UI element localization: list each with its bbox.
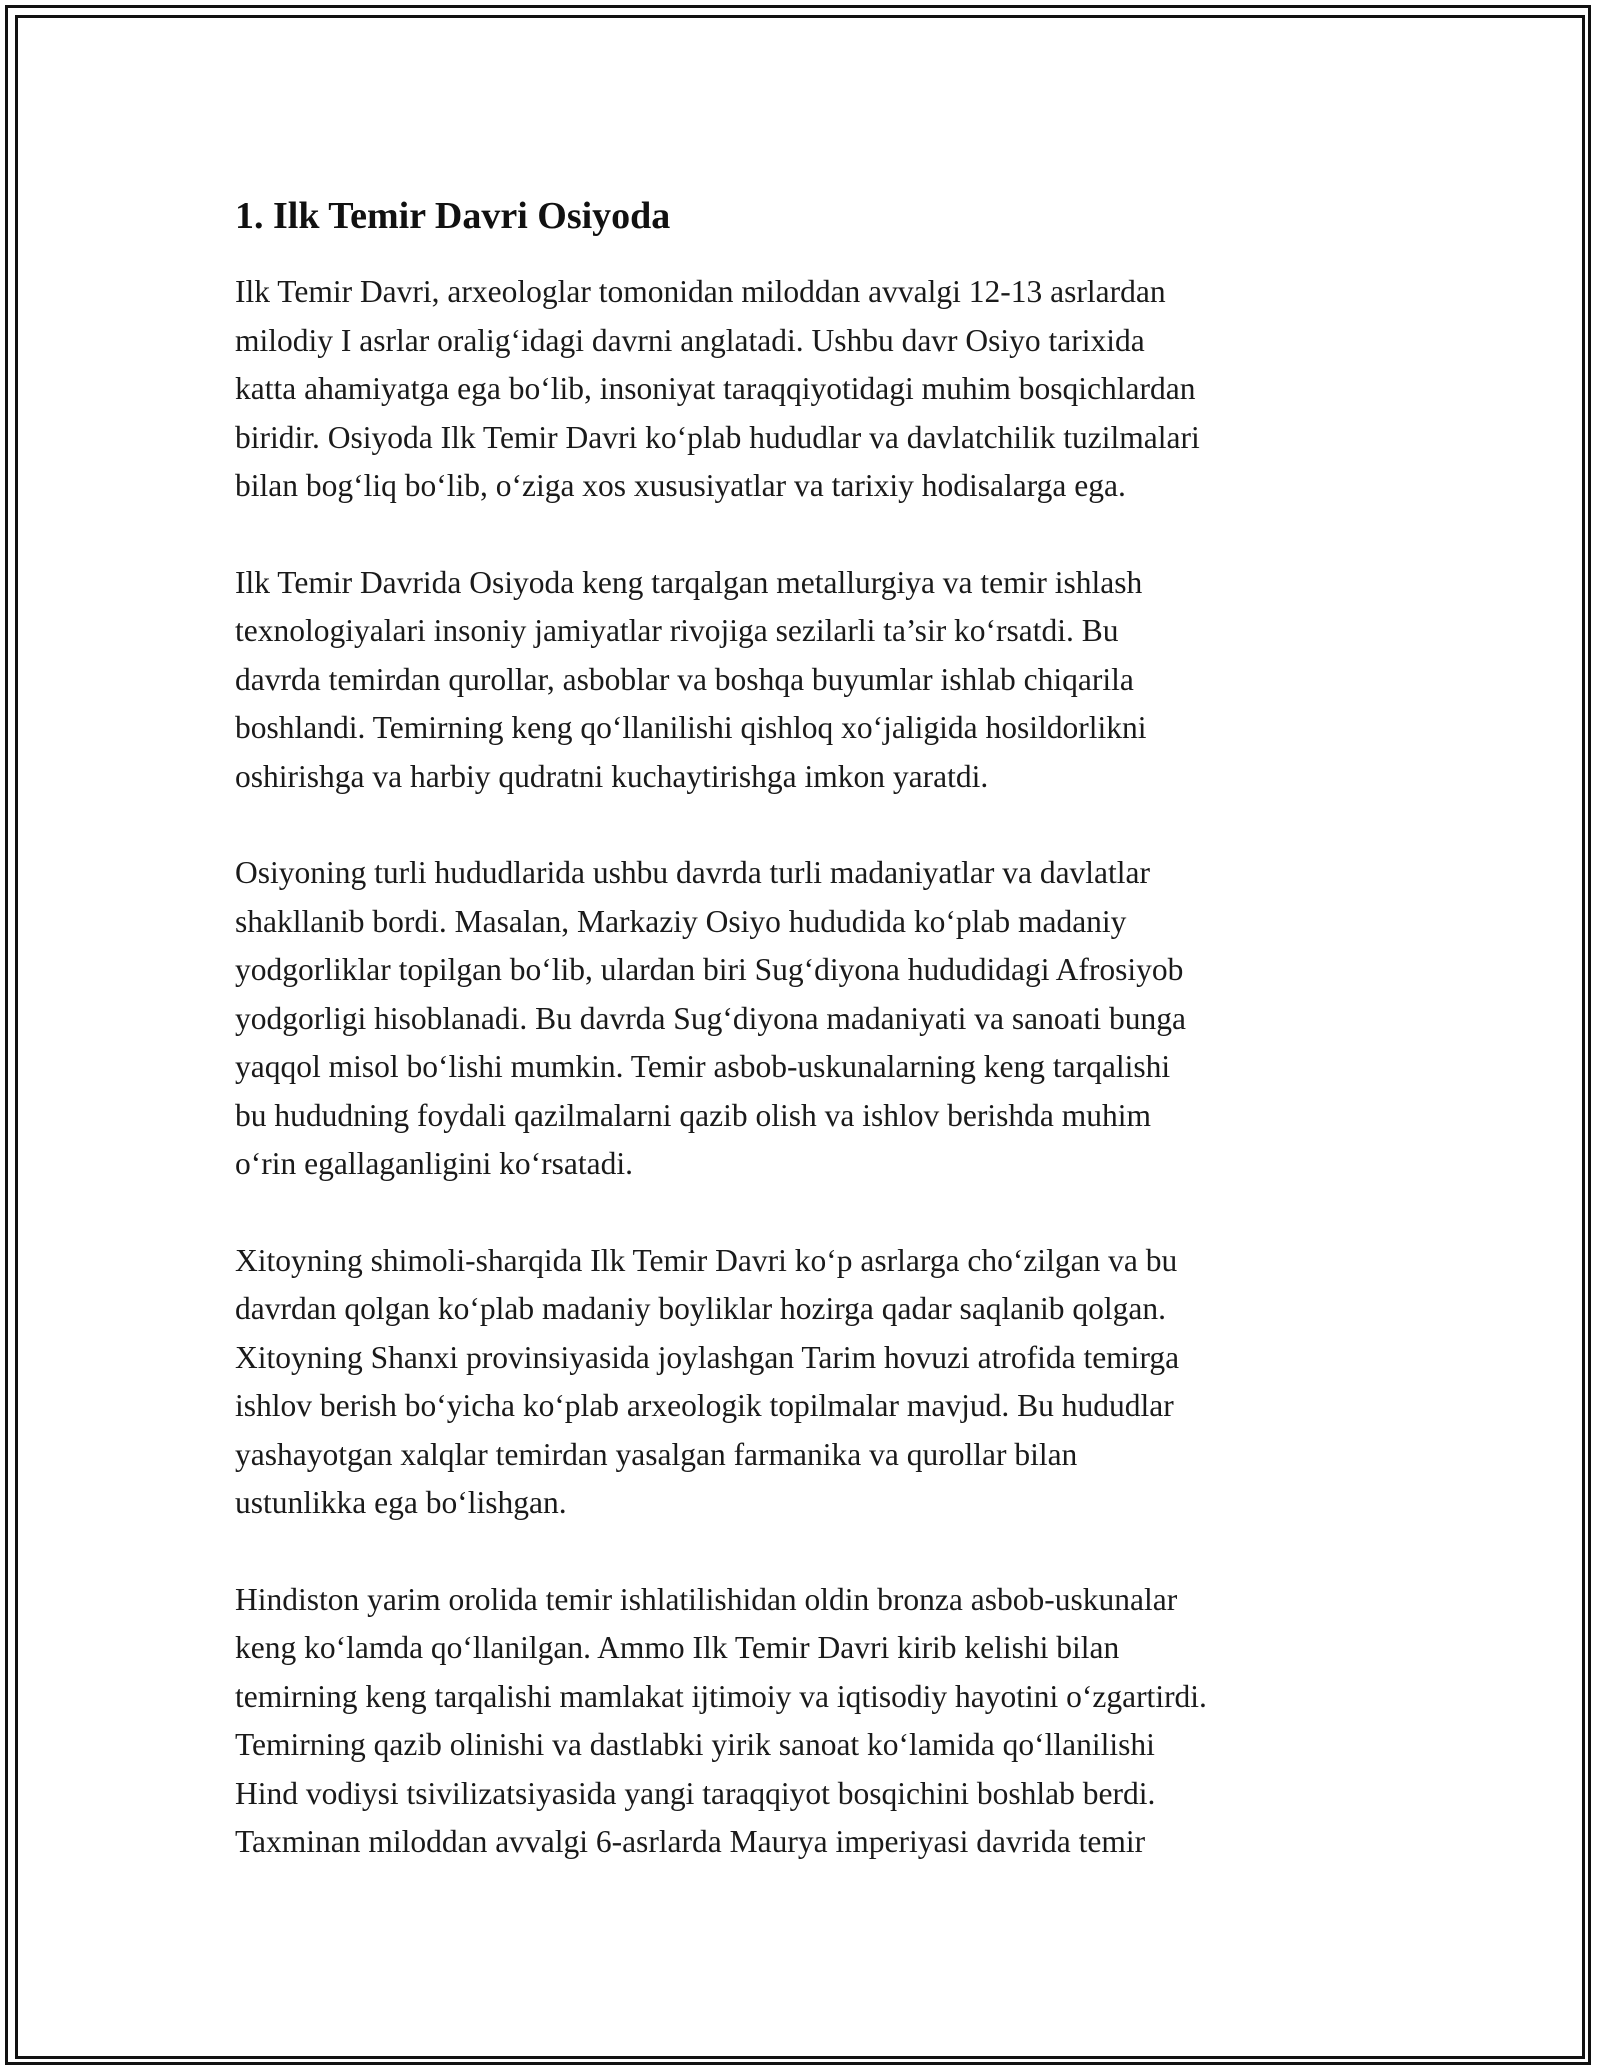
paragraph-line: oshirishga va harbiy qudratni kuchaytirishga imkon yaratdi. (235, 758, 989, 794)
paragraph-line: davrdan qolgan ko‘plab madaniy boyliklar hozirga qadar saqlanib qolgan. (235, 1291, 1167, 1326)
paragraph-line: o‘rin egallaganligini ko‘rsatadi. (235, 1146, 633, 1181)
paragraph-4 (235, 1237, 1375, 1528)
paragraph-line: Xitoyning shimoli-sharqida Ilk Temir Davri ko‘p asrlarga cho‘zilgan va bu (235, 1242, 1178, 1278)
paragraph-line: Hindiston yarim orolida temir ishlatilishidan oldin bronza asbob-uskunalar (235, 1581, 1178, 1617)
paragraph-line: Ilk Temir Davri, arxeologlar tomonidan miloddan avvalgi 12-13 asrlardan (235, 274, 1166, 309)
paragraph-line: Taxminan miloddan avvalgi 6-asrlarda Maurya imperiyasi davrida temir (235, 1824, 1146, 1859)
paragraph-line: katta ahamiyatga ega bo‘lib, insoniyat taraqqiyotidagi muhim bosqichlardan (235, 371, 1196, 406)
paragraph-line: texnologiyalari insoniy jamiyatlar rivojiga sezilarli ta’sir ko‘rsatdi. Bu (235, 613, 1119, 648)
paragraph-2 (235, 559, 1375, 802)
paragraph-3 (235, 849, 1375, 1189)
paragraph-line: ustunlikka ega bo‘lishgan. (235, 1485, 567, 1520)
paragraph-line: ishlov berish bo‘yicha ko‘plab arxeologik topilmalar mavjud. Bu hududlar (235, 1388, 1174, 1423)
paragraph-line: biridir. Osiyoda Ilk Temir Davri ko‘plab hududlar va davlatchilik tuzilmalari (235, 419, 1200, 455)
document-body (235, 186, 1375, 1915)
paragraph-line: yashayotgan xalqlar temirdan yasalgan farmanika va qurollar bilan (235, 1436, 1078, 1472)
paragraph-line: Ilk Temir Davrida Osiyoda keng tarqalgan metallurgiya va temir ishlash (235, 564, 1143, 600)
paragraph-line: yodgorliklar topilgan bo‘lib, ulardan biri Sug‘diyona hududidagi Afrosiyob (235, 952, 1184, 987)
paragraph-line: yodgorligi hisoblanadi. Bu davrda Sug‘diyona madaniyati va sanoati bunga (235, 1000, 1186, 1036)
paragraph-line: davrda temirdan qurollar, asboblar va boshqa buyumlar ishlab chiqarila (235, 661, 1134, 697)
paragraph-line: keng ko‘lamda qo‘llanilgan. Ammo Ilk Temir Davri kirib kelishi bilan (235, 1630, 1120, 1665)
paragraph-line: yaqqol misol bo‘lishi mumkin. Temir asbob-uskunalarning keng tarqalishi (235, 1049, 1171, 1084)
paragraph-line: Xitoyning Shanxi provinsiyasida joylashgan Tarim hovuzi atrofida temirga (235, 1339, 1180, 1375)
paragraph-5 (235, 1576, 1375, 1867)
paragraph-line: Osiyoning turli hududlarida ushbu davrda turli madaniyatlar va davlatlar (235, 855, 1151, 890)
paragraph-line: boshlandi. Temirning keng qo‘llanilishi qishloq xo‘jaligida hosildorlikni (235, 710, 1147, 745)
paragraph-1 (235, 268, 1375, 511)
paragraph-line: shakllanib bordi. Masalan, Markaziy Osiyo hududida ko‘plab madaniy (235, 903, 1127, 939)
paragraph-line: temirning keng tarqalishi mamlakat ijtimoiy va iqtisodiy hayotini o‘zgartirdi. (235, 1678, 1207, 1714)
paragraph-line: Temirning qazib olinishi va dastlabki yirik sanoat ko‘lamida qo‘llanilishi (235, 1727, 1155, 1762)
paragraph-line: milodiy I asrlar oralig‘idagi davrni anglatadi. Ushbu davr Osiyo tarixida (235, 322, 1145, 358)
section-heading: 1. Ilk Temir Davri Osiyoda (235, 195, 671, 237)
paragraph-line: bilan bog‘liq bo‘lib, o‘ziga xos xususiyatlar va tarixiy hodisalarga ega. (235, 468, 1126, 503)
paragraph-line: bu hududning foydali qazilmalarni qazib olish va ishlov berishda muhim (235, 1097, 1151, 1133)
paragraph-line: Hind vodiysi tsivilizatsiyasida yangi taraqqiyot bosqichini boshlab berdi. (235, 1775, 1156, 1811)
